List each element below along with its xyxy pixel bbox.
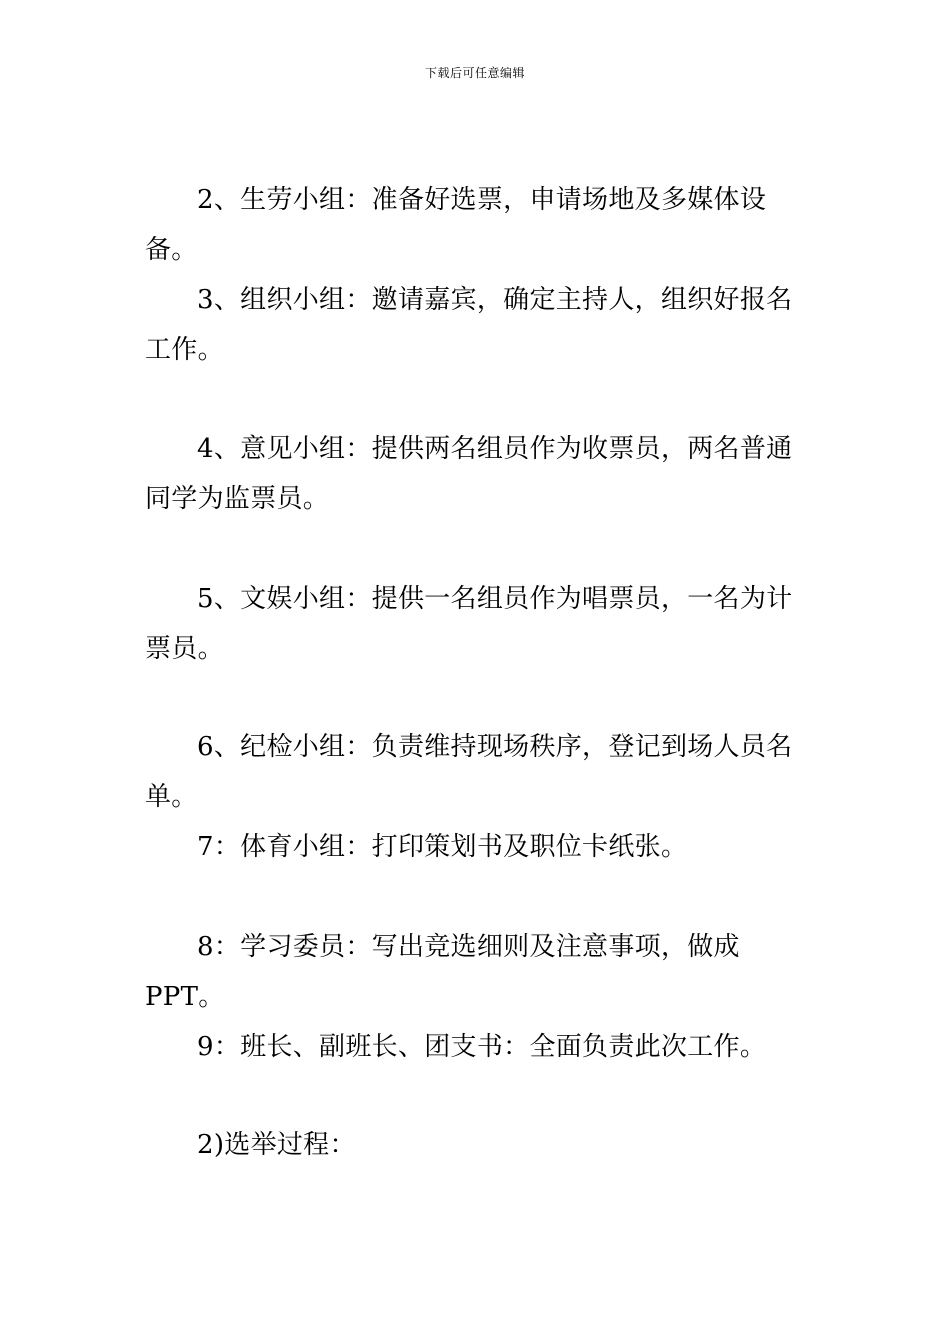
paragraph-6-discipline-group: 6、纪检小组：负责维持现场秩序，登记到场人员名单。 xyxy=(145,732,793,812)
section-heading-election-process: 2)选举过程： xyxy=(197,1130,356,1160)
page-header: 下载后可任意编辑 xyxy=(424,66,525,80)
paragraph-2-labor-group: 2、生劳小组：准备好选票，申请场地及多媒体设备。 xyxy=(145,185,767,265)
paragraph-3-organization-group: 3、组织小组：邀请嘉宾，确定主持人，组织好报名工作。 xyxy=(145,285,793,365)
paragraph-9-class-leaders: 9：班长、副班长、团支书：全面负责此次工作。 xyxy=(197,1032,767,1062)
paragraph-7-sports-group: 7：体育小组：打印策划书及职位卡纸张。 xyxy=(197,832,688,862)
paragraph-5-entertainment-group: 5、文娱小组：提供一名组员作为唱票员，一名为计票员。 xyxy=(145,584,793,664)
paragraph-4-opinion-group: 4、意见小组：提供两名组员作为收票员，两名普通同学为监票员。 xyxy=(145,434,793,514)
paragraph-8-study-committee: 8：学习委员：写出竞选细则及注意事项，做成PPT。 xyxy=(145,932,740,1012)
